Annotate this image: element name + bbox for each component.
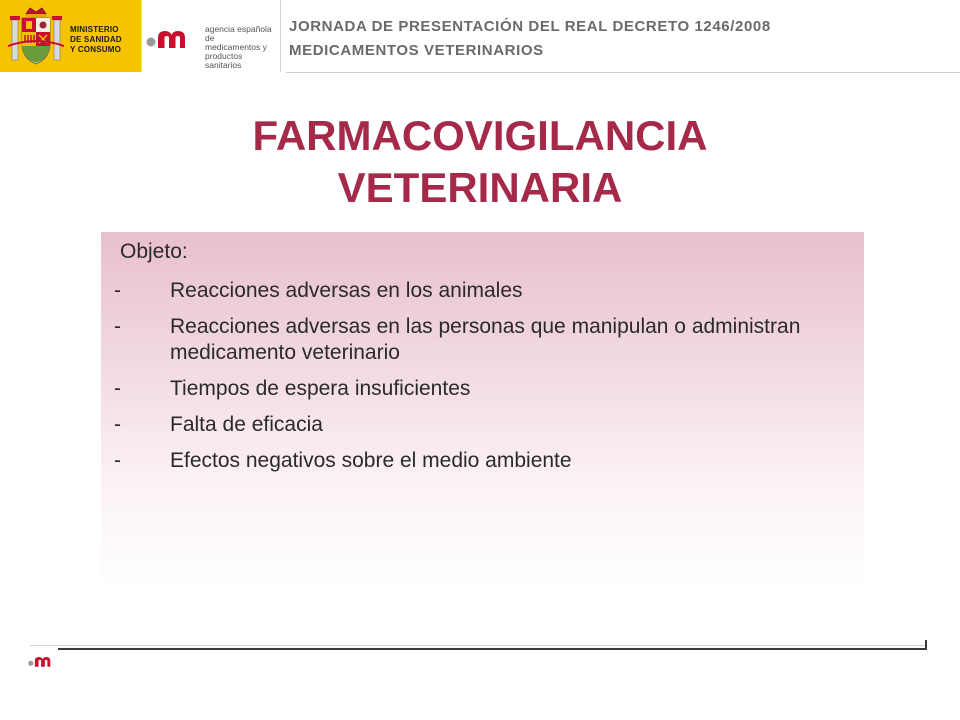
slide-title-line1: FARMACOVIGILANCIA [252, 112, 708, 159]
spain-coat-of-arms-icon [8, 6, 64, 68]
ministry-name [70, 25, 122, 55]
footer-divider-end [925, 640, 927, 650]
ministry-name-line: Y CONSUMO [70, 45, 121, 54]
agency-name-line: agencia española de [205, 24, 272, 43]
ministry-name-line: MINISTERIO [70, 25, 119, 34]
bullet-dash: - [114, 449, 121, 472]
list-item [110, 314, 850, 366]
agency-name-line: medicamentos y [205, 42, 267, 52]
agency-logo-block [141, 0, 281, 72]
list-item-text: Falta de eficacia [170, 413, 323, 436]
bullet-list [110, 278, 850, 484]
header-divider [286, 72, 960, 73]
slide-title-line2: VETERINARIA [337, 164, 623, 211]
ministry-name-line: DE SANIDAD [70, 35, 122, 44]
header-title-line1: JORNADA DE PRESENTACIÓN DEL REAL DECRETO 1246/2008 [289, 18, 771, 35]
agency-name [205, 25, 280, 70]
section-intro: Objeto: [120, 240, 188, 263]
bullet-dash: - [114, 413, 121, 436]
bullet-dash: - [114, 315, 121, 338]
bullet-dash: - [114, 377, 121, 400]
header-title [289, 15, 771, 63]
list-item [110, 448, 850, 474]
list-item-text: Reacciones adversas en los animales [170, 279, 523, 302]
footer-divider-shadow [30, 645, 927, 646]
list-item-text: Tiempos de espera insuficientes [170, 377, 471, 400]
list-item-text: Reacciones adversas en las personas que manipulan o administran medicamento veterinario [170, 315, 801, 364]
slide-title [160, 110, 800, 214]
list-item [110, 376, 850, 402]
header-title-line2: MEDICAMENTOS VETERINARIOS [289, 42, 544, 59]
list-item-text: Efectos negativos sobre el medio ambiente [170, 449, 572, 472]
aemps-logo-icon [146, 27, 202, 49]
aemps-small-logo-icon [28, 653, 60, 669]
footer-divider [58, 648, 927, 650]
ministry-logo-block [0, 0, 141, 72]
list-item [110, 278, 850, 304]
list-item [110, 412, 850, 438]
agency-name-line: productos sanitarios [205, 51, 243, 70]
bullet-dash: - [114, 279, 121, 302]
